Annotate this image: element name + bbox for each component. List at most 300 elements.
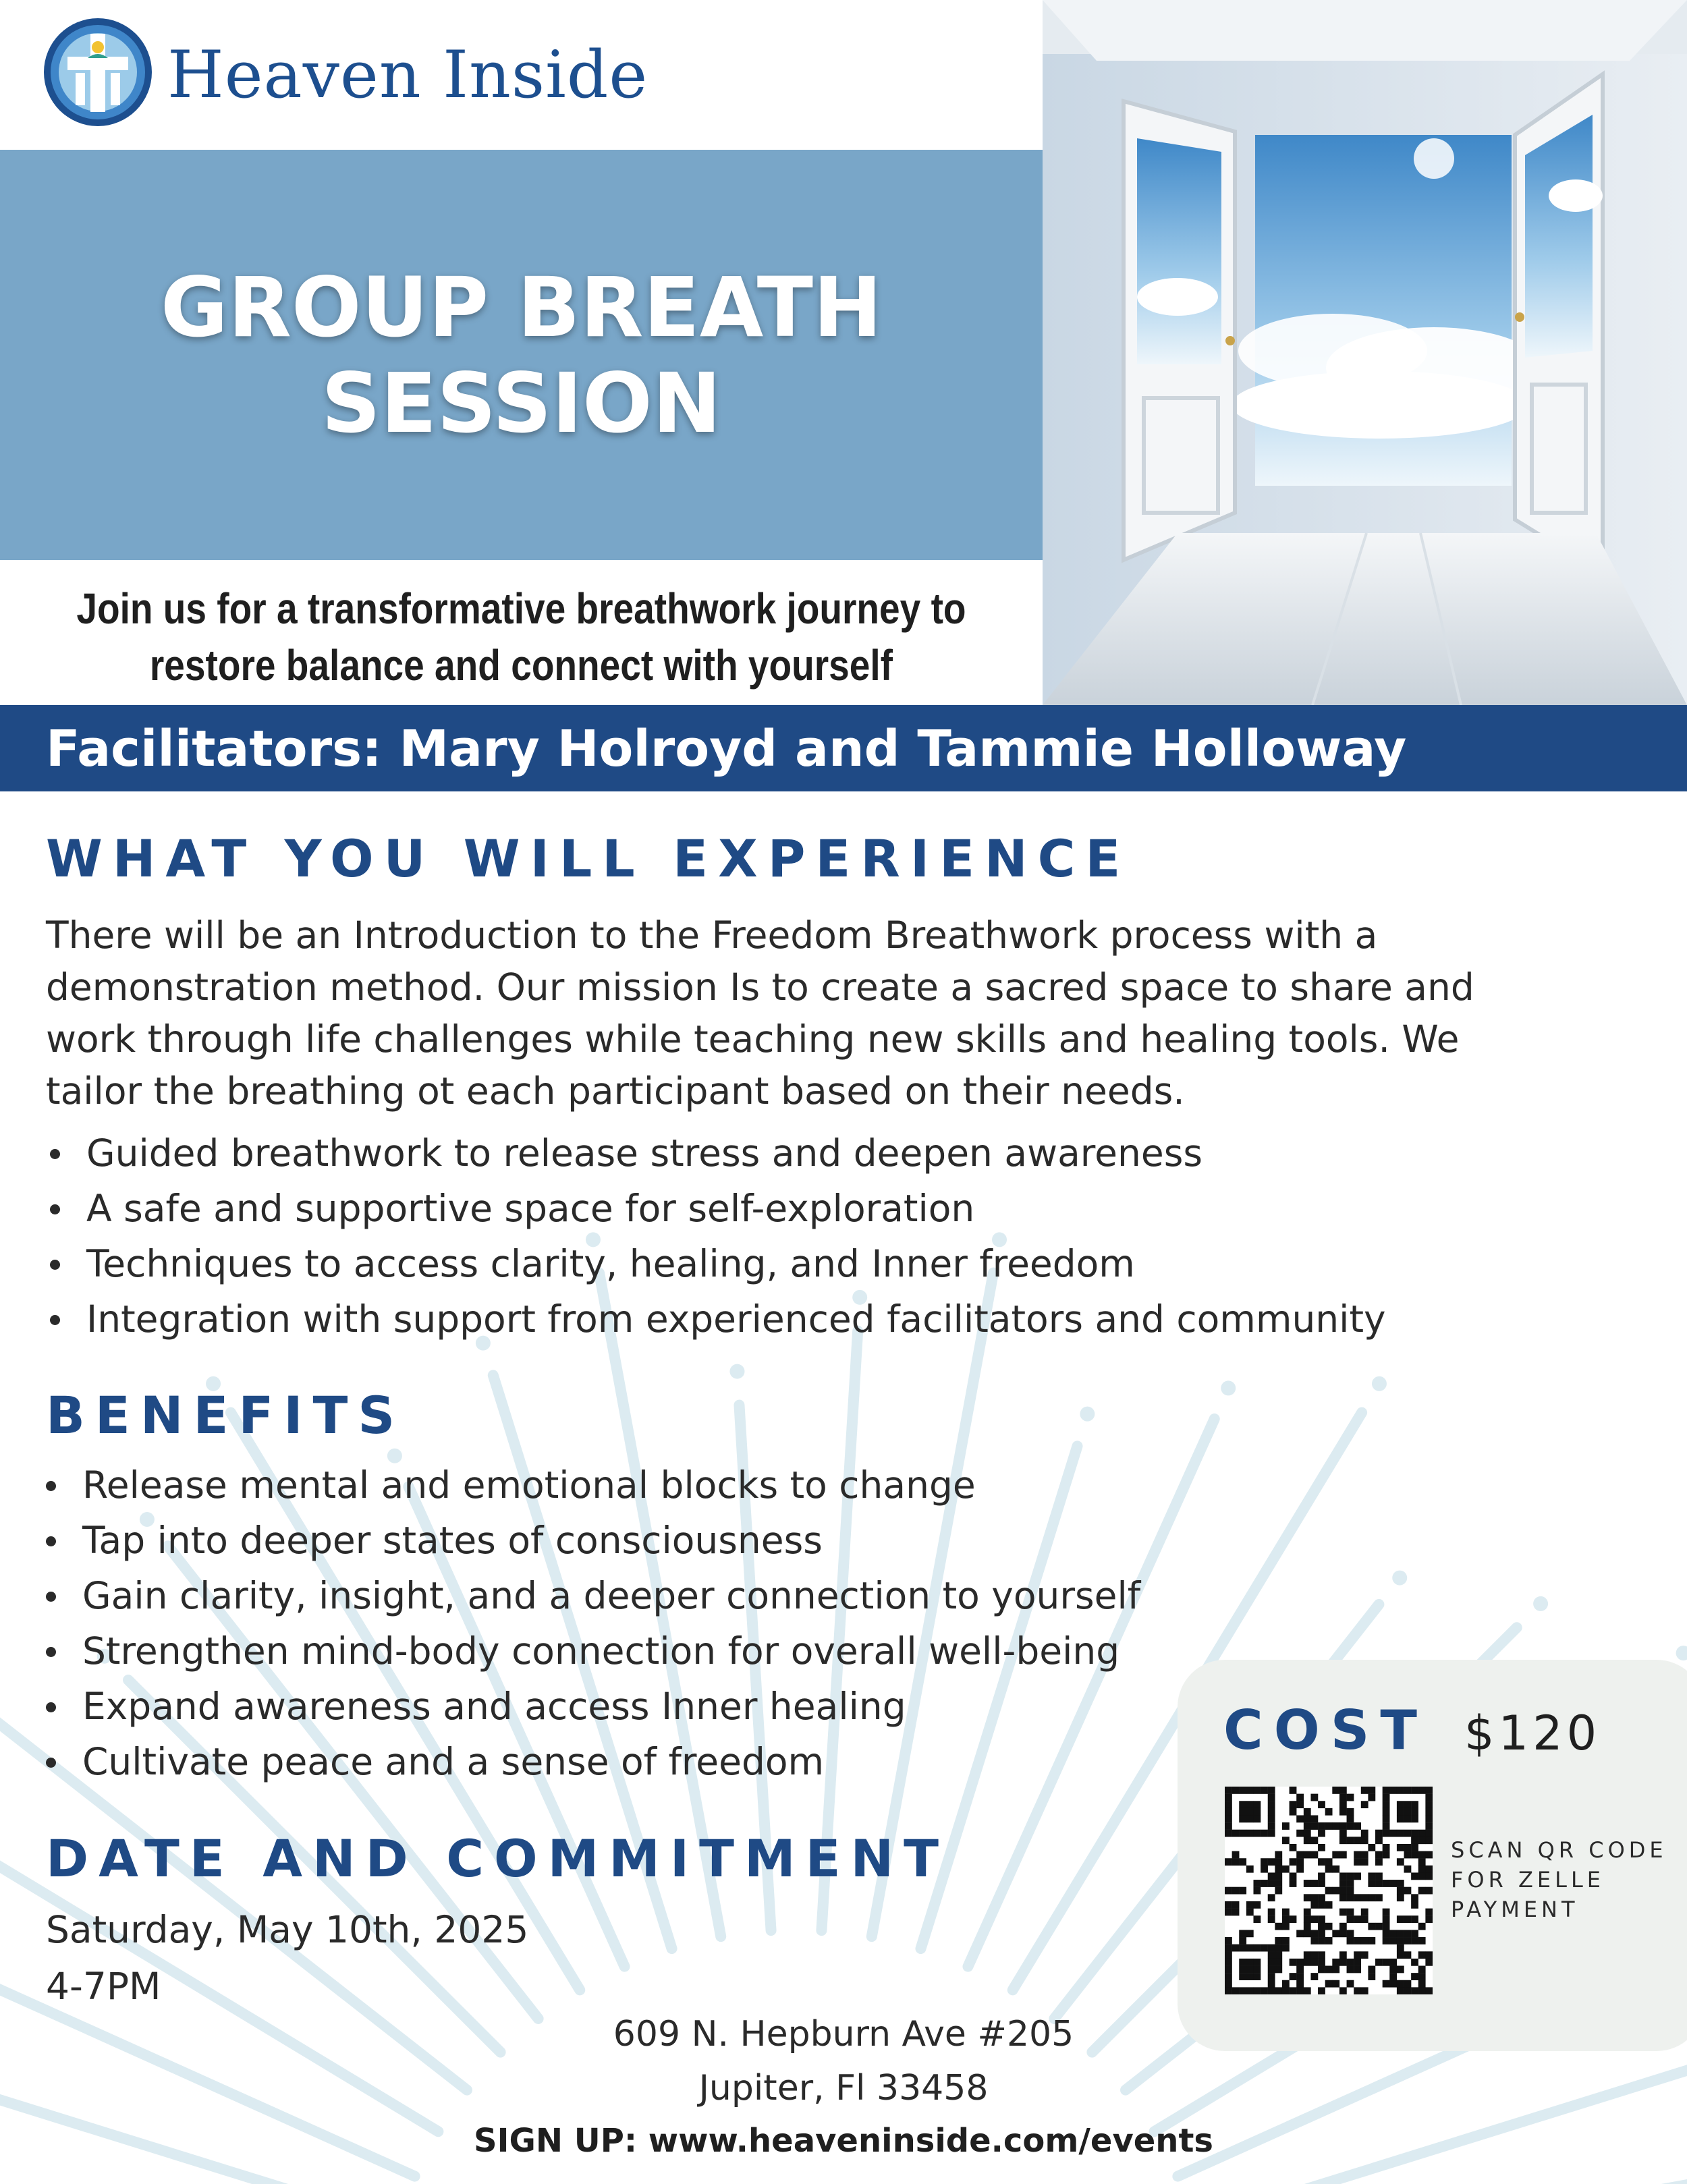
qr-module: [1275, 1937, 1282, 1944]
qr-module: [1411, 1808, 1418, 1816]
qr-module: [1232, 1787, 1240, 1794]
qr-module: [1296, 1866, 1304, 1873]
qr-module: [1339, 1951, 1347, 1959]
sunburst-ray: [0, 2164, 385, 2184]
scan-instructions: [1451, 1835, 1667, 1924]
qr-module: [1418, 1787, 1426, 1794]
sunburst-dot: [1676, 1646, 1687, 1660]
qr-module: [1232, 1909, 1240, 1916]
qr-module: [1325, 1858, 1333, 1866]
qr-module: [1225, 1966, 1232, 1973]
sunburst-dot: [1533, 1596, 1548, 1611]
qr-module: [1268, 1980, 1275, 1988]
qr-module: [1225, 1815, 1232, 1822]
qr-module: [1354, 1872, 1361, 1880]
qr-module: [1318, 1858, 1325, 1866]
qr-module: [1261, 1866, 1268, 1873]
list-item: Release mental and emotional blocks to change: [42, 1457, 1140, 1513]
qr-module: [1397, 1951, 1404, 1959]
qr-module: [1225, 1951, 1232, 1959]
qr-module: [1268, 1973, 1275, 1980]
qr-module: [1404, 1815, 1412, 1822]
qr-module: [1246, 1930, 1254, 1937]
qr-module: [1375, 1837, 1383, 1844]
qr-module: [1397, 1894, 1404, 1901]
paragraph-line: work through life challenges while teaching new skills and healing tools. We: [46, 1017, 1460, 1061]
qr-module: [1290, 1787, 1297, 1794]
qr-module: [1232, 1830, 1240, 1837]
sunburst-dot: [1080, 1407, 1095, 1422]
benefits-heading: BENEFITS: [46, 1385, 406, 1445]
qr-module: [1418, 1830, 1426, 1837]
qr-module: [1368, 1923, 1375, 1930]
qr-module: [1246, 1973, 1254, 1980]
qr-module: [1347, 1894, 1354, 1901]
qr-module: [1411, 1973, 1418, 1980]
qr-module: [1239, 1959, 1246, 1966]
qr-module: [1397, 1915, 1404, 1923]
qr-module: [1375, 1923, 1383, 1930]
qr-module: [1411, 1987, 1418, 1994]
qr-module: [1347, 1930, 1354, 1937]
qr-module: [1354, 1987, 1361, 1994]
qr-module: [1375, 1851, 1383, 1859]
cost-value: $120: [1464, 1706, 1601, 1761]
qr-module: [1404, 1915, 1412, 1923]
qr-module: [1275, 1887, 1282, 1895]
qr-module: [1332, 1887, 1339, 1895]
qr-module: [1361, 1987, 1368, 1994]
qr-module: [1375, 1872, 1383, 1880]
qr-module: [1411, 1915, 1418, 1923]
open-door-sky-image: [1043, 0, 1687, 705]
qr-module: [1232, 1851, 1240, 1859]
qr-module: [1225, 1959, 1232, 1966]
qr-module: [1383, 1937, 1390, 1944]
qr-module: [1361, 1801, 1368, 1808]
qr-module: [1261, 1944, 1268, 1952]
qr-module: [1282, 1822, 1290, 1830]
list-item: Expand awareness and access Inner healing: [42, 1679, 1140, 1734]
qr-module: [1418, 1923, 1426, 1930]
qr-module: [1389, 1787, 1397, 1794]
qr-module: [1383, 1794, 1390, 1801]
qr-module: [1361, 1915, 1368, 1923]
qr-module: [1318, 1959, 1325, 1966]
qr-module: [1318, 1951, 1325, 1959]
qr-module: [1354, 1915, 1361, 1923]
qr-module: [1275, 1959, 1282, 1966]
qr-module: [1246, 1830, 1254, 1837]
qr-module: [1296, 1987, 1304, 1994]
qr-module: [1246, 1909, 1254, 1916]
qr-module: [1268, 1951, 1275, 1959]
qr-module: [1383, 1830, 1390, 1837]
qr-module: [1253, 1815, 1261, 1822]
qr-module: [1339, 1923, 1347, 1930]
qr-module: [1425, 1915, 1433, 1923]
qr-module: [1275, 1880, 1282, 1887]
qr-module: [1275, 1858, 1282, 1866]
qr-module: [1310, 1951, 1318, 1959]
qr-module: [1275, 1851, 1282, 1859]
qr-module: [1253, 1801, 1261, 1808]
qr-module: [1425, 1851, 1433, 1859]
qr-module: [1296, 1980, 1304, 1988]
qr-module: [1339, 1959, 1347, 1966]
qr-module: [1225, 1937, 1232, 1944]
qr-module: [1268, 1801, 1275, 1808]
qr-module: [1239, 1830, 1246, 1837]
qr-module: [1268, 1822, 1275, 1830]
sunburst-dot: [1392, 1571, 1407, 1586]
qr-module: [1232, 1987, 1240, 1994]
qr-module: [1253, 1987, 1261, 1994]
qr-module: [1397, 1808, 1404, 1816]
paragraph-line: demonstration method. Our mission Is to create a sacred space to share and: [46, 965, 1474, 1009]
qr-module: [1418, 1987, 1426, 1994]
qr-module: [1318, 1966, 1325, 1973]
qr-module: [1361, 1937, 1368, 1944]
qr-module: [1310, 1880, 1318, 1887]
qr-module: [1318, 1880, 1325, 1887]
qr-module: [1339, 1880, 1347, 1887]
qr-module: [1268, 1915, 1275, 1923]
qr-module: [1318, 1915, 1325, 1923]
qr-module: [1383, 1980, 1390, 1988]
qr-module: [1397, 1930, 1404, 1937]
qr-module: [1304, 1951, 1311, 1959]
qr-module: [1304, 1909, 1311, 1916]
qr-module: [1425, 1808, 1433, 1816]
qr-module: [1304, 1915, 1311, 1923]
qr-module: [1268, 1787, 1275, 1794]
qr-module: [1246, 1987, 1254, 1994]
qr-module: [1397, 1987, 1404, 1994]
qr-module: [1290, 1872, 1297, 1880]
qr-module: [1310, 1915, 1318, 1923]
qr-module: [1375, 1880, 1383, 1887]
list-item: Techniques to access clarity, healing, and Inner freedom: [46, 1236, 1386, 1291]
qr-module: [1304, 1830, 1311, 1837]
qr-module: [1325, 1901, 1333, 1909]
qr-module: [1397, 1980, 1404, 1988]
qr-module: [1304, 1815, 1311, 1822]
qr-module: [1354, 1951, 1361, 1959]
qr-module: [1253, 1915, 1261, 1923]
experience-heading: WHAT YOU WILL EXPERIENCE: [46, 829, 1131, 889]
qr-module: [1404, 1987, 1412, 1994]
qr-module: [1261, 1787, 1268, 1794]
qr-module: [1261, 1858, 1268, 1866]
qr-module: [1368, 1872, 1375, 1880]
list-item: Strengthen mind-body connection for overall well-being: [42, 1623, 1140, 1679]
qr-module: [1310, 1822, 1318, 1830]
qr-module: [1225, 1980, 1232, 1988]
qr-module: [1383, 1844, 1390, 1851]
qr-module: [1339, 1830, 1347, 1837]
qr-module: [1411, 1787, 1418, 1794]
qr-module: [1383, 1815, 1390, 1822]
qr-module: [1318, 1901, 1325, 1909]
signup-link[interactable]: SIGN UP: www.heaveninside.com/events: [474, 2122, 1213, 2160]
qr-module: [1232, 1901, 1240, 1909]
qr-module: [1339, 1909, 1347, 1916]
qr-module: [1310, 1973, 1318, 1980]
qr-module: [1347, 1937, 1354, 1944]
qr-module: [1253, 1901, 1261, 1909]
qr-module: [1347, 1915, 1354, 1923]
qr-module: [1368, 1787, 1375, 1794]
qr-module: [1404, 1851, 1412, 1859]
zelle-qr-code-icon[interactable]: [1225, 1787, 1433, 1994]
qr-module: [1332, 1966, 1339, 1973]
qr-module: [1397, 1858, 1404, 1866]
qr-module: [1425, 1872, 1433, 1880]
qr-module: [1368, 1937, 1375, 1944]
qr-module: [1282, 1944, 1290, 1952]
paragraph-line: There will be an Introduction to the Freedom Breathwork process with a: [46, 914, 1378, 957]
qr-module: [1347, 1815, 1354, 1822]
qr-module: [1397, 1937, 1404, 1944]
qr-module: [1310, 1930, 1318, 1937]
qr-module: [1339, 1894, 1347, 1901]
qr-module: [1246, 1866, 1254, 1873]
qr-module: [1339, 1794, 1347, 1801]
paragraph-line: tailor the breathing ot each participant based on their needs.: [46, 1069, 1185, 1113]
qr-module: [1239, 1930, 1246, 1937]
qr-module: [1253, 1944, 1261, 1952]
sunburst-dot: [1372, 1376, 1387, 1391]
facilitators-text: Facilitators: Mary Holroyd and Tammie Holloway: [46, 720, 1407, 778]
qr-module: [1397, 1887, 1404, 1895]
qr-module: [1225, 1801, 1232, 1808]
page-title: [0, 260, 1043, 451]
qr-module: [1404, 1951, 1412, 1959]
qr-module: [1418, 1872, 1426, 1880]
qr-module: [1411, 1837, 1418, 1844]
sunburst-dot: [729, 1364, 744, 1379]
qr-module: [1296, 1930, 1304, 1937]
qr-module: [1310, 1815, 1318, 1822]
qr-module: [1339, 1822, 1347, 1830]
qr-module: [1296, 1794, 1304, 1801]
qr-module: [1296, 1959, 1304, 1966]
qr-module: [1246, 1808, 1254, 1816]
qr-module: [1246, 1815, 1254, 1822]
qr-module: [1275, 1923, 1282, 1930]
qr-module: [1253, 1808, 1261, 1816]
qr-module: [1296, 1801, 1304, 1808]
qr-module: [1332, 1980, 1339, 1988]
qr-module: [1275, 1987, 1282, 1994]
qr-module: [1332, 1851, 1339, 1859]
qr-module: [1304, 1851, 1311, 1859]
qr-module: [1253, 1966, 1261, 1973]
qr-module: [1239, 1787, 1246, 1794]
qr-module: [1253, 1887, 1261, 1895]
qr-module: [1375, 1830, 1383, 1837]
list-item: Integration with support from experienced facilitators and community: [46, 1291, 1386, 1347]
qr-module: [1290, 1915, 1297, 1923]
qr-module: [1425, 1887, 1433, 1895]
qr-module: [1310, 1851, 1318, 1859]
experience-paragraph: [46, 909, 1474, 1117]
qr-module: [1318, 1930, 1325, 1937]
qr-module: [1383, 1808, 1390, 1816]
qr-module: [1339, 1930, 1347, 1937]
qr-module: [1347, 1887, 1354, 1895]
qr-module: [1275, 1866, 1282, 1873]
scan-line: SCAN QR CODE: [1451, 1837, 1667, 1863]
qr-module: [1239, 1937, 1246, 1944]
qr-module: [1347, 1837, 1354, 1844]
qr-module: [1404, 1808, 1412, 1816]
qr-module: [1425, 1815, 1433, 1822]
qr-module: [1290, 1801, 1297, 1808]
qr-module: [1325, 1866, 1333, 1873]
qr-module: [1332, 1930, 1339, 1937]
qr-module: [1290, 1844, 1297, 1851]
qr-module: [1368, 1880, 1375, 1887]
list-item: Gain clarity, insight, and a deeper connection to yourself: [42, 1568, 1140, 1623]
qr-module: [1239, 1966, 1246, 1973]
qr-module: [1383, 1801, 1390, 1808]
qr-module: [1354, 1894, 1361, 1901]
qr-module: [1411, 1930, 1418, 1937]
qr-module: [1253, 1959, 1261, 1966]
qr-module: [1325, 1937, 1333, 1944]
qr-module: [1239, 1973, 1246, 1980]
qr-module: [1397, 1801, 1404, 1808]
qr-module: [1325, 1808, 1333, 1816]
qr-module: [1397, 1830, 1404, 1837]
qr-module: [1310, 1959, 1318, 1966]
event-time: 4-7PM: [46, 1965, 161, 2008]
qr-module: [1261, 1880, 1268, 1887]
qr-module: [1304, 1894, 1311, 1901]
qr-module: [1275, 1966, 1282, 1973]
qr-module: [1318, 1894, 1325, 1901]
qr-module: [1425, 1787, 1433, 1794]
qr-module: [1246, 1959, 1254, 1966]
qr-module: [1418, 1837, 1426, 1844]
qr-module: [1332, 1787, 1339, 1794]
qr-module: [1296, 1966, 1304, 1973]
qr-module: [1290, 1987, 1297, 1994]
qr-module: [1239, 1944, 1246, 1952]
qr-module: [1268, 1987, 1275, 1994]
qr-module: [1246, 1901, 1254, 1909]
qr-module: [1411, 1851, 1418, 1859]
qr-module: [1232, 1858, 1240, 1866]
qr-module: [1397, 1844, 1404, 1851]
qr-module: [1383, 1880, 1390, 1887]
qr-module: [1389, 1966, 1397, 1973]
qr-module: [1354, 1937, 1361, 1944]
qr-module: [1425, 1794, 1433, 1801]
qr-module: [1361, 1787, 1368, 1794]
qr-module: [1425, 1830, 1433, 1837]
qr-module: [1225, 1858, 1232, 1866]
qr-module: [1232, 1887, 1240, 1895]
qr-module: [1290, 1973, 1297, 1980]
qr-module: [1253, 1973, 1261, 1980]
qr-module: [1268, 1894, 1275, 1901]
qr-module: [1290, 1858, 1297, 1866]
qr-module: [1339, 1801, 1347, 1808]
qr-module: [1296, 1851, 1304, 1859]
qr-module: [1296, 1858, 1304, 1866]
qr-module: [1411, 1830, 1418, 1837]
qr-module: [1225, 1944, 1232, 1952]
qr-module: [1310, 1937, 1318, 1944]
qr-module: [1418, 1951, 1426, 1959]
qr-module: [1225, 1794, 1232, 1801]
qr-module: [1304, 1923, 1311, 1930]
qr-module: [1304, 1930, 1311, 1937]
scan-line: FOR ZELLE: [1451, 1867, 1605, 1893]
qr-module: [1310, 1894, 1318, 1901]
qr-module: [1290, 1808, 1297, 1816]
qr-module: [1225, 1830, 1232, 1837]
qr-module: [1375, 1858, 1383, 1866]
qr-module: [1239, 1808, 1246, 1816]
qr-module: [1318, 1937, 1325, 1944]
address-line-2: Jupiter, Fl 33458: [698, 2068, 989, 2108]
qr-module: [1418, 1887, 1426, 1895]
qr-module: [1389, 1937, 1397, 1944]
qr-module: [1318, 1822, 1325, 1830]
qr-module: [1404, 1830, 1412, 1837]
qr-module: [1347, 1880, 1354, 1887]
qr-module: [1282, 1909, 1290, 1916]
list-item: Cultivate peace and a sense of freedom: [42, 1734, 1140, 1789]
qr-module: [1268, 1830, 1275, 1837]
qr-module: [1239, 1858, 1246, 1866]
qr-module: [1368, 1894, 1375, 1901]
qr-module: [1411, 1801, 1418, 1808]
qr-module: [1282, 1866, 1290, 1873]
sunburst-dot: [1221, 1380, 1236, 1395]
qr-module: [1368, 1844, 1375, 1851]
qr-module: [1290, 1959, 1297, 1966]
qr-module: [1361, 1909, 1368, 1916]
scan-line: PAYMENT: [1451, 1897, 1579, 1922]
qr-module: [1339, 1887, 1347, 1895]
qr-module: [1361, 1837, 1368, 1844]
list-item: Guided breathwork to release stress and deepen awareness: [46, 1125, 1386, 1181]
qr-module: [1397, 1966, 1404, 1973]
qr-module: [1268, 1794, 1275, 1801]
qr-module: [1261, 1830, 1268, 1837]
benefits-list: [42, 1457, 1140, 1789]
qr-module: [1332, 1959, 1339, 1966]
qr-module: [1425, 1987, 1433, 1994]
qr-module: [1246, 1944, 1254, 1952]
qr-module: [1383, 1822, 1390, 1830]
qr-module: [1290, 1880, 1297, 1887]
list-item: A safe and supportive space for self-exploration: [46, 1181, 1386, 1236]
qr-module: [1418, 1966, 1426, 1973]
qr-module: [1411, 1872, 1418, 1880]
qr-module: [1225, 1808, 1232, 1816]
qr-module: [1347, 1909, 1354, 1916]
qr-module: [1239, 1815, 1246, 1822]
cost-label: COST: [1223, 1699, 1428, 1762]
qr-module: [1304, 1808, 1311, 1816]
qr-module: [1383, 1923, 1390, 1930]
